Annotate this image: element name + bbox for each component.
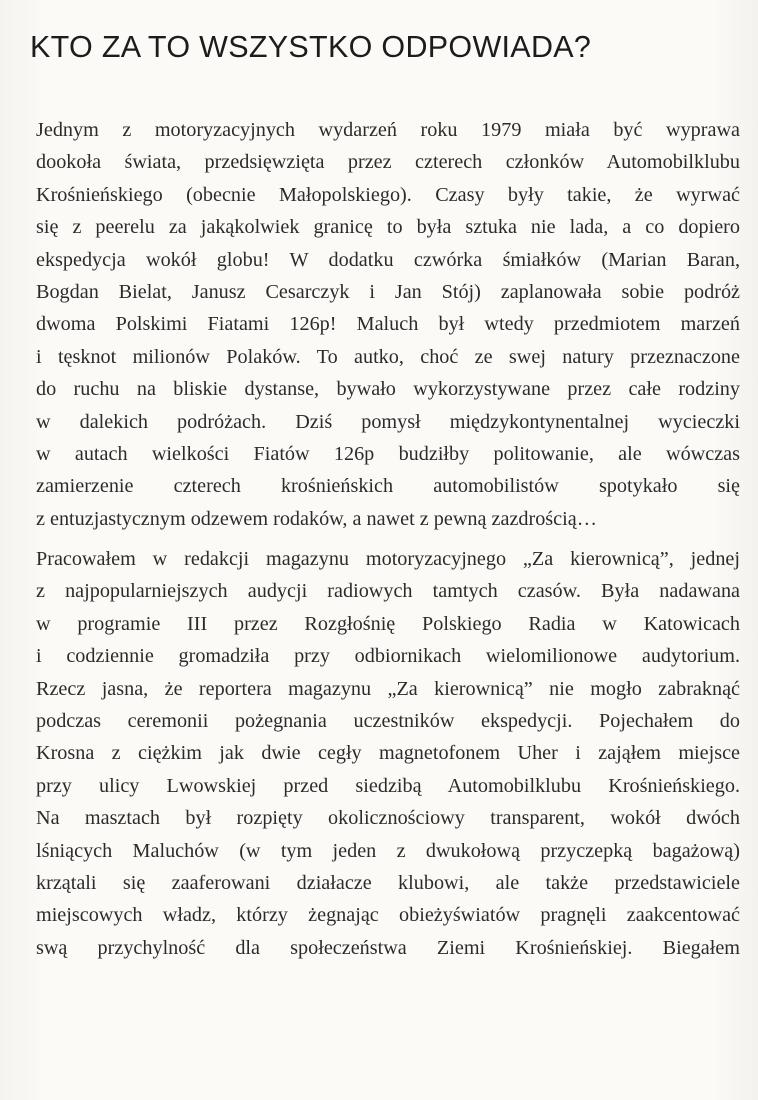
text-line: Rzecz jasna, że reportera magazynu „Za kierownicą” nie mogło zabraknąć <box>36 677 740 700</box>
text-line: Pracowałem w redakcji magazynu motoryzacyjnego „Za kierownicą”, jednej <box>36 548 740 571</box>
chapter-heading: KTO ZA TO WSZYSTKO ODPOWIADA? <box>30 30 592 64</box>
text-line: i codziennie gromadziła przy odbiornikach wielomilionowe audytorium. <box>36 645 740 668</box>
text-line: z entuzjastycznym odzewem rodaków, a nawet z pewną zazdrością… <box>36 507 597 530</box>
text-line: dwoma Polskimi Fiatami 126p! Maluch był wtedy przedmiotem marzeń <box>36 313 740 336</box>
text-line: z najpopularniejszych audycji radiowych tamtych czasów. Była nadawana <box>36 580 740 603</box>
text-line: Na masztach był rozpięty okolicznościowy transparent, wokół dwóch <box>36 807 740 830</box>
text-line: w programie III przez Rozgłośnię Polskiego Radia w Katowicach <box>36 612 740 635</box>
text-line: Bogdan Bielat, Janusz Cesarczyk i Jan Stój) zaplanowała sobie podróż <box>36 280 740 303</box>
text-line: krzątali się zaaferowani działacze klubowi, ale także przedstawiciele <box>36 871 740 894</box>
text-line: i tęsknot milionów Polaków. To autko, choć ze swej natury przeznaczone <box>36 345 740 368</box>
text-line: się z peerelu za jakąkolwiek granicę to była sztuka nie lada, a co dopiero <box>36 216 740 239</box>
paragraph-2 <box>36 543 740 964</box>
text-line: miejscowych władz, którzy żegnając obieżyświatów pragnęli zaakcentować <box>36 904 740 927</box>
text-line: Krośnieńskiego (obecnie Małopolskiego). Czasy były takie, że wyrwać <box>36 183 740 206</box>
text-line: w dalekich podróżach. Dziś pomysł międzykontynentalnej wycieczki <box>36 410 740 433</box>
body-text <box>36 114 740 964</box>
text-line: przy ulicy Lwowskiej przed siedzibą Automobilklubu Krośnieńskiego. <box>36 774 740 797</box>
text-line: dookoła świata, przedsięwzięta przez czterech członków Automobilklubu <box>36 151 740 174</box>
text-line: lśniących Maluchów (w tym jeden z dwukołową przyczepką bagażową) <box>36 839 740 862</box>
text-line: podczas ceremonii pożegnania uczestników ekspedycji. Pojechałem do <box>36 710 740 733</box>
text-line: Jednym z motoryzacyjnych wydarzeń roku 1979 miała być wyprawa <box>36 119 740 141</box>
text-line: Krosna z ciężkim jak dwie cegły magnetofonem Uher i zająłem miejsce <box>36 742 740 765</box>
text-line: swą przychylność dla społeczeństwa Ziemi Krośnieńskiej. Biegałem <box>36 936 740 959</box>
paragraph-1 <box>36 114 740 535</box>
text-line: w autach wielkości Fiatów 126p budziłby politowanie, ale wówczas <box>36 442 740 465</box>
text-line: zamierzenie czterech krośnieńskich automobilistów spotykało się <box>36 475 740 498</box>
text-line: ekspedycja wokół globu! W dodatku czwórka śmiałków (Marian Baran, <box>36 248 740 271</box>
text-line: do ruchu na bliskie dystanse, bywało wykorzystywane przez całe rodziny <box>36 378 740 401</box>
